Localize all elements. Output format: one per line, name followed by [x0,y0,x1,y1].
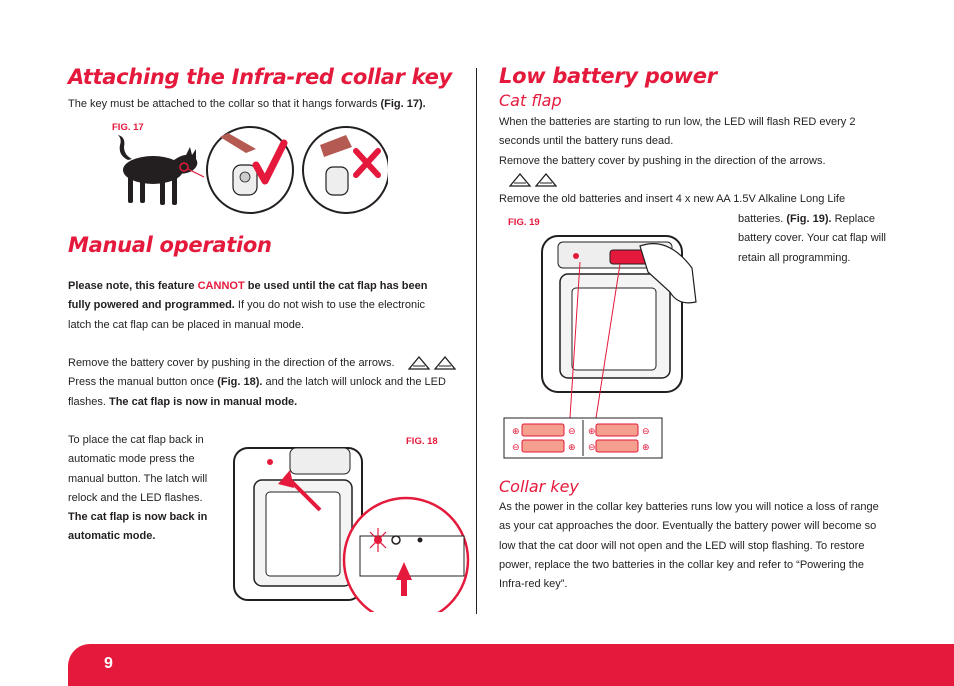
replace-batteries-paragraph: batteries. (Fig. 19). Replace battery cover. Your cat flap will retain all programming. [738,213,886,264]
manual-note: Please note, this feature CANNOT be used until the cat flap has been fully powered and programmed. If you do not wish to use the electronic latch the cat flap can be placed in manual mode. [68,280,428,331]
cat-flap-subtitle: Cat flap [499,91,562,110]
page-number: 9 [104,655,113,672]
svg-text:⊕: ⊕ [588,427,596,437]
auto-mode-paragraph: To place the cat flap back in automatic mode press the manual button. The latch will relock and the LED flashes. The cat flap is now back in automatic mode. [68,434,208,543]
fig19-label: FIG. 19 [508,217,540,228]
replace-batteries-line: Remove the old batteries and insert 4 x new AA 1.5V Alkaline Long Life [499,193,846,205]
fig19-illustration [500,232,700,460]
column-divider [476,68,477,614]
svg-text:⊖: ⊖ [642,427,650,437]
manual-title: Manual operation [68,233,272,257]
svg-text:⊕: ⊕ [512,427,520,437]
svg-text:⊖: ⊖ [568,427,576,437]
attach-title: Attaching the Infra-red collar key [68,65,452,89]
fig17-illustration [108,125,388,215]
svg-text:⊖: ⊖ [512,443,520,453]
attach-paragraph: The key must be attached to the collar so that it hangs forwards (Fig. 17). [68,98,426,110]
footer-bar [68,644,954,686]
fig18-illustration [230,444,470,612]
warning-triangle-icon [509,173,557,187]
manual-steps: Remove the battery cover by pushing in the direction of the arrows. Press the manual button once (Fig. 18). and the latch will unlock and the LED flashes. The cat flap is now in manual mode. [68,354,468,412]
svg-text:⊖: ⊖ [588,443,596,453]
collar-key-subtitle: Collar key [499,477,579,496]
low-battery-paragraph: When the batteries are starting to run low, the LED will flash RED every 2 seconds until the battery runs dead. Remove the battery cover by pushing in the direction of the arrows. [499,113,884,190]
svg-text:⊕: ⊕ [642,443,650,453]
svg-text:⊕: ⊕ [568,443,576,453]
collar-key-paragraph: As the power in the collar key batteries runs low you will notice a loss of range as your cat approaches the door. Eventually the battery power will become so low that the cat door will not open and the LED will stop flashing. To restore power, replace the two batteries in the collar key and refer to “Powering the Infra-red key”. [499,501,879,591]
low-battery-title: Low battery power [499,64,717,88]
fig18-label: FIG. 18 [406,436,438,447]
warning-triangle-icon [408,356,456,370]
fig17-label: FIG. 17 [112,122,144,133]
